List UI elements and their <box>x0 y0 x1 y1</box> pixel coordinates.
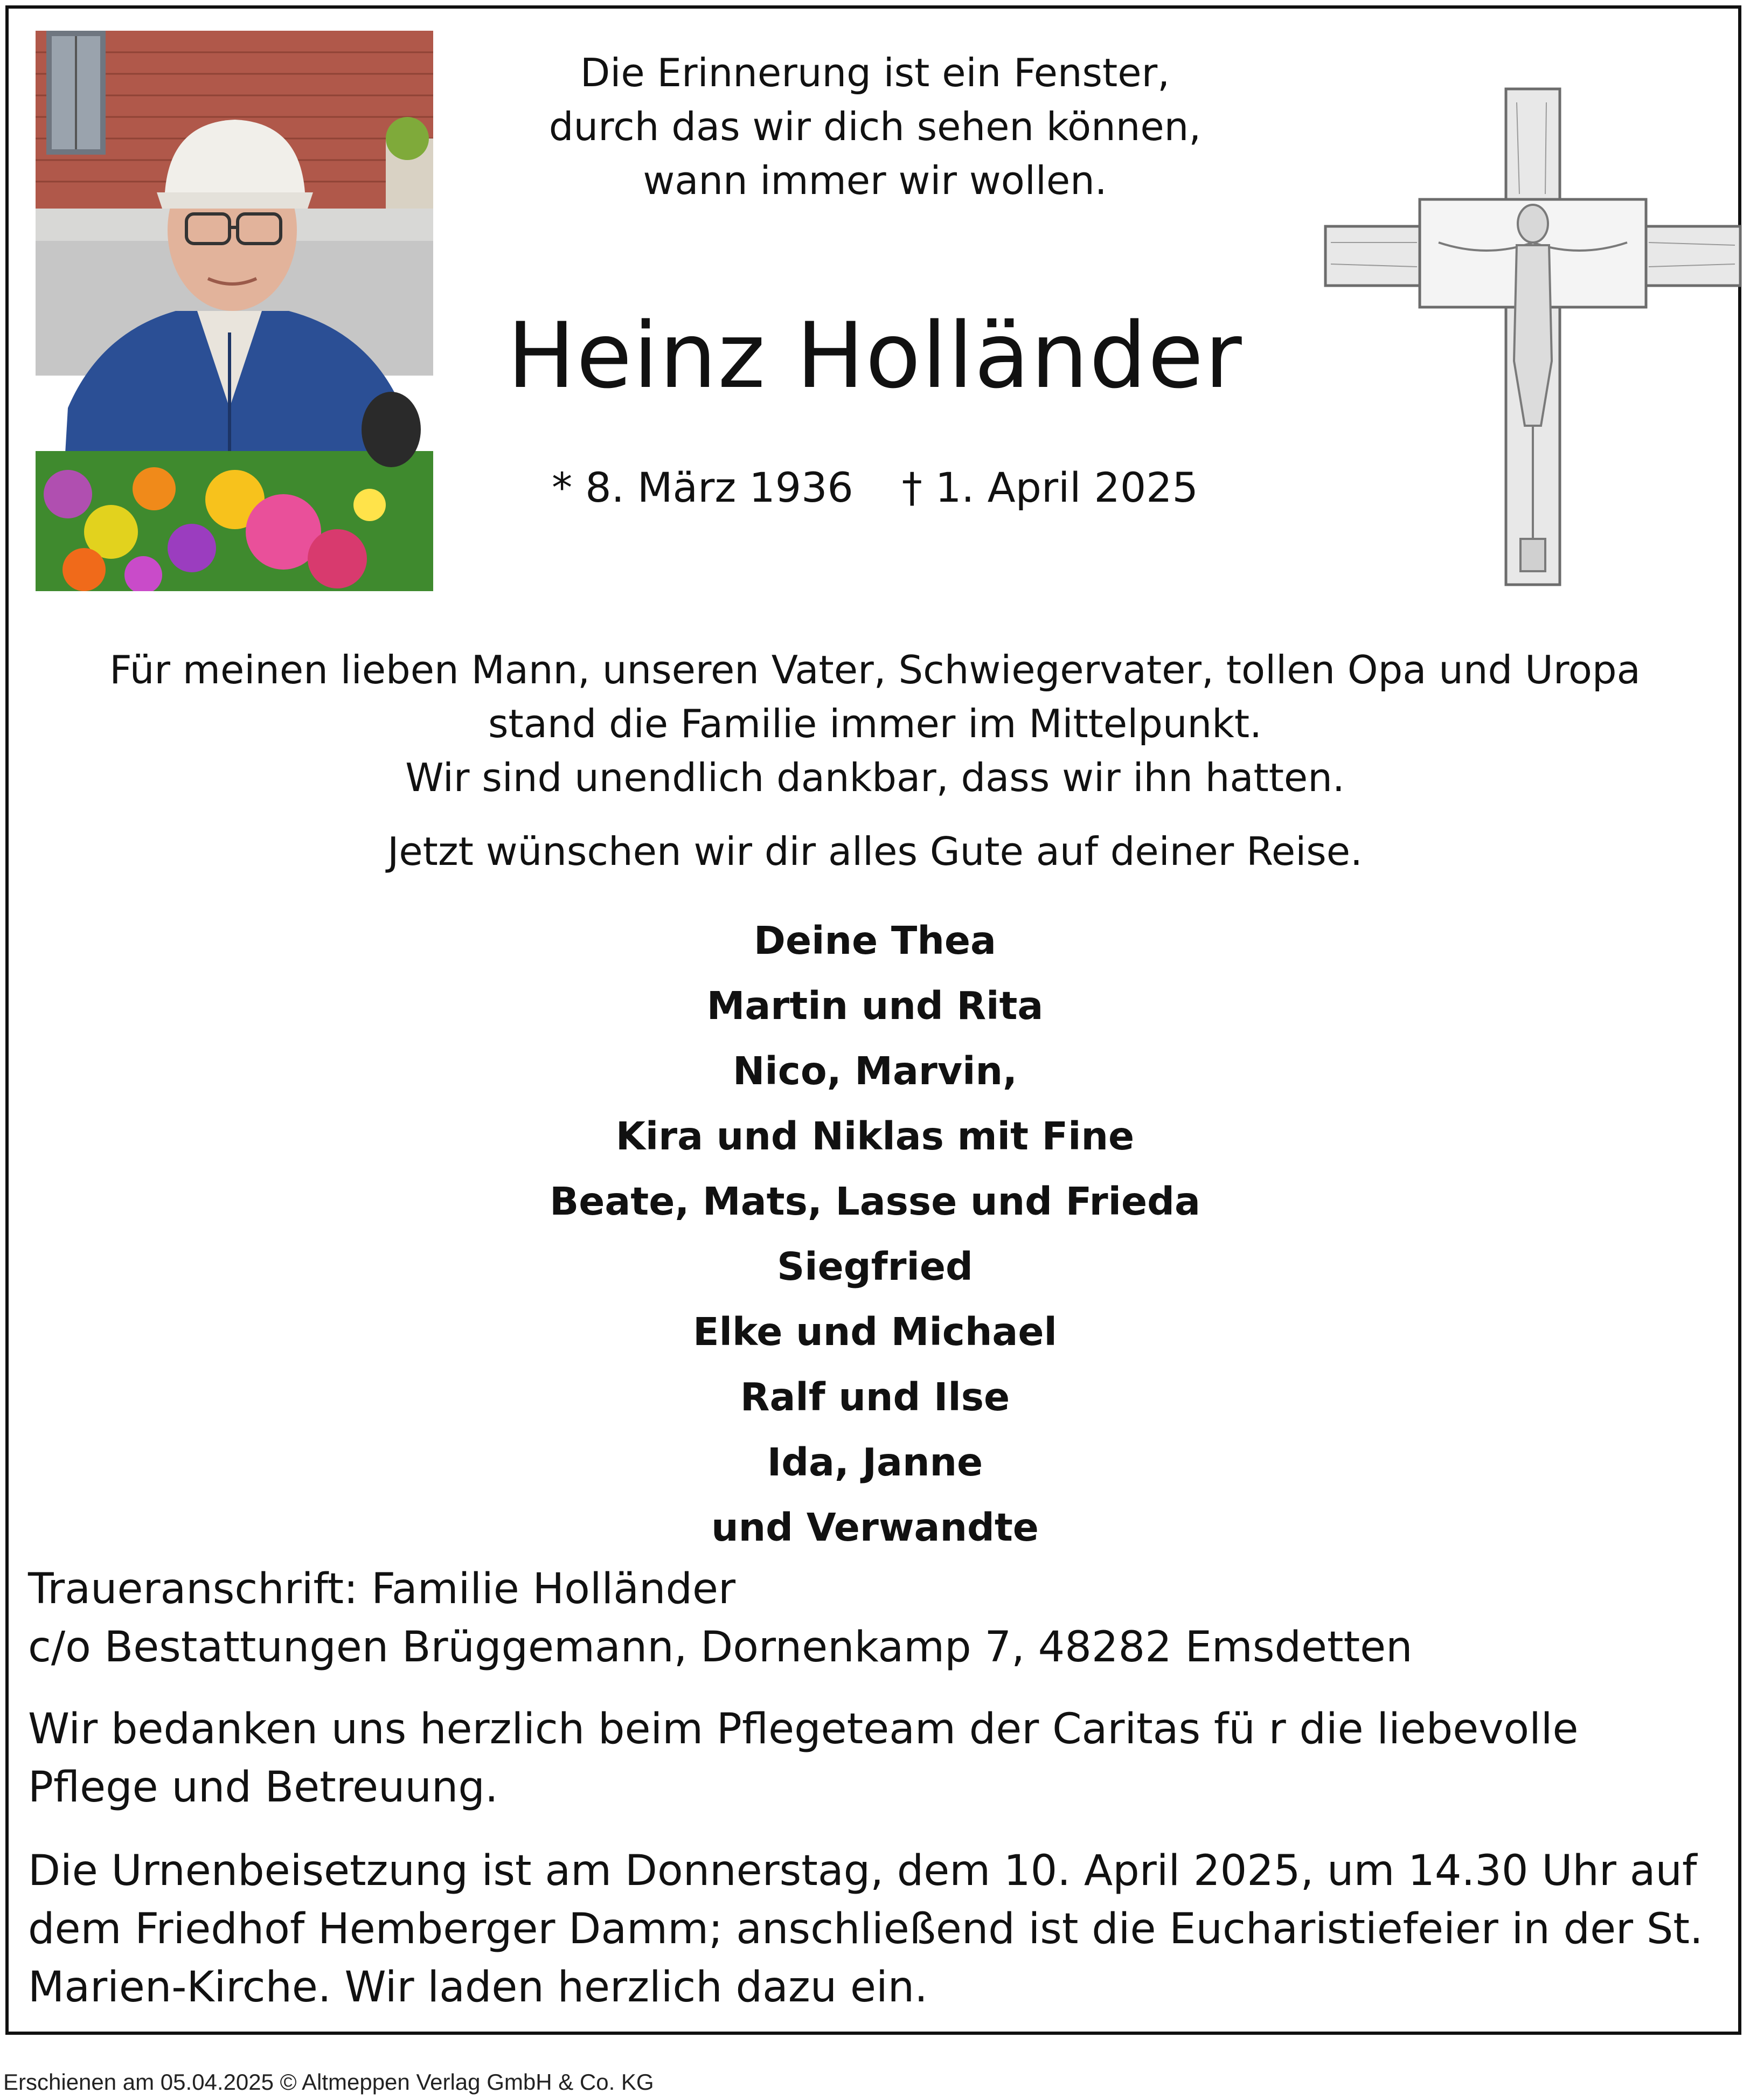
dedication-line: Für meinen lieben Mann, unseren Vater, Schwiegervater, tollen Opa und Uropa <box>109 647 1641 692</box>
deceased-name: Heinz Holländer <box>507 303 1243 408</box>
quote-line: durch das wir dich sehen können, <box>548 104 1202 149</box>
quote-line: wann immer wir wollen. <box>643 158 1107 203</box>
mourner-line: Nico, Marvin, <box>732 1049 1018 1093</box>
mourner-line: Beate, Mats, Lasse und Frieda <box>550 1179 1200 1224</box>
memorial-quote <box>0 46 1750 207</box>
birth-date: * 8. März 1936 <box>552 463 853 511</box>
farewell-line: Jetzt wünschen wir dir alles Gute auf deiner Reise. <box>387 829 1363 874</box>
mourner-line: Kira und Niklas mit Fine <box>615 1114 1135 1159</box>
burial-paragraph: Die Urnenbeisetzung ist am Donnerstag, dem 10. April 2025, um 14.30 Uhr auf dem Friedhof Hemberger Damm; anschließend ist die Eucharistiefeier in der St. Marien-Kirche. Wir laden herzlich dazu ein. <box>28 1847 1703 2012</box>
death-date: † 1. April 2025 <box>901 463 1198 511</box>
mourner-line: Elke und Michael <box>693 1309 1057 1354</box>
mourners-list <box>0 908 1750 1560</box>
thanks-paragraph: Wir bedanken uns herzlich beim Pflegeteam der Caritas fü r die liebevolle Pflege und Betreuung. <box>28 1705 1579 1812</box>
quote-line: Die Erinnerung ist ein Fenster, <box>580 50 1170 95</box>
mourner-line: und Verwandte <box>711 1505 1039 1550</box>
mourner-line: Deine Thea <box>754 918 996 963</box>
dedication-text <box>0 643 1750 805</box>
address-line: c/o Bestattungen Brüggemann, Dornenkamp 7, 48282 Emsdetten <box>28 1623 1413 1672</box>
mourner-line: Martin und Rita <box>706 983 1044 1028</box>
publication-credit: Erschienen am 05.04.2025 © Altmeppen Verlag GmbH & Co. KG <box>3 2069 654 2095</box>
mourner-line: Ida, Janne <box>767 1440 983 1485</box>
mourner-line: Siegfried <box>777 1244 973 1289</box>
life-dates <box>0 461 1750 515</box>
dedication-line: stand die Familie immer im Mittelpunkt. <box>488 701 1262 746</box>
dedication-line: Wir sind unendlich dankbar, dass wir ihn hatten. <box>405 755 1345 800</box>
address-line: Traueranschrift: Familie Holländer <box>28 1565 736 1613</box>
mourner-line: Ralf und Ilse <box>740 1375 1010 1419</box>
mourning-address <box>28 1560 1720 1676</box>
